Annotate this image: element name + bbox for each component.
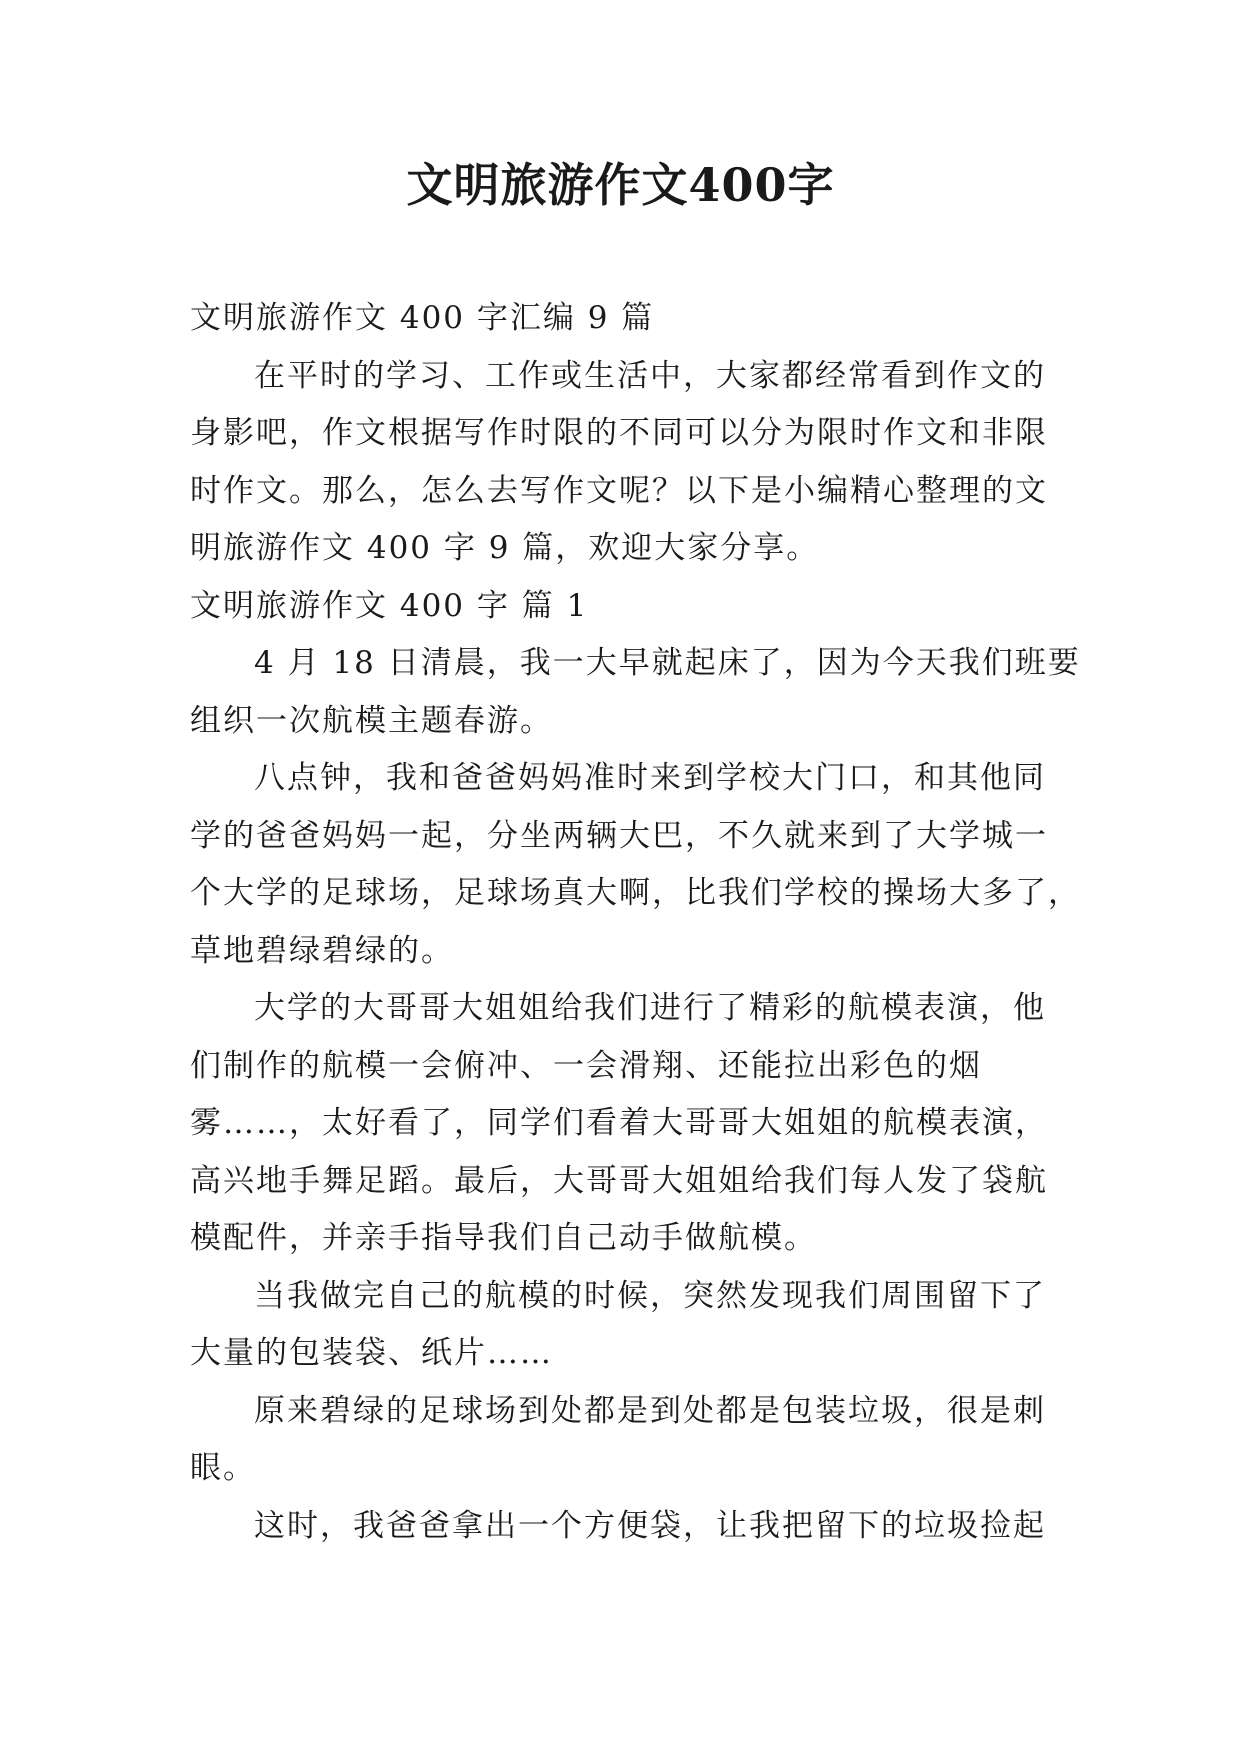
paragraph [190, 1498, 1050, 1556]
text-line: 高兴地手舞足蹈。最后，大哥哥大姐姐给我们每人发了袋航 [190, 1162, 1048, 1199]
text-line: 学的爸爸妈妈一起，分坐两辆大巴，不久就来到了大学城一 [190, 817, 1048, 854]
paragraph [190, 750, 1081, 980]
text-line: 雾……，太好看了，同学们看着大哥哥大姐姐的航模表演， [190, 1105, 1048, 1141]
text-line: 文明旅游作文 400 字 篇 1 [190, 587, 589, 624]
paragraph [190, 635, 1081, 750]
text-line: 当我做完自己的航模的时候，突然发现我们周围留下了 [254, 1277, 1046, 1314]
text-line: 4 月 18 日清晨，我一大早就起床了，因为今天我们班要 [254, 645, 1081, 681]
text-line: 眼。 [190, 1450, 256, 1486]
text-line: 身影吧，作文根据写作时限的不同可以分为限时作文和非限 [190, 415, 1048, 451]
text-line: 八点钟，我和爸爸妈妈准时来到学校大门口，和其他同 [254, 760, 1046, 796]
text-line: 原来碧绿的足球场到处都是到处都是包装垃圾，很是刺 [254, 1392, 1046, 1429]
text-line: 草地碧绿碧绿的。 [190, 932, 454, 969]
text-line: 这时，我爸爸拿出一个方便袋，让我把留下的垃圾捡起 [254, 1507, 1046, 1544]
paragraph [190, 980, 1050, 1268]
text-line: 明旅游作文 400 字 9 篇，欢迎大家分享。 [190, 530, 820, 566]
text-line: 时作文。那么，怎么去写作文呢？以下是小编精心整理的文 [190, 472, 1048, 509]
text-line: 个大学的足球场，足球场真大啊，比我们学校的操场大多了， [190, 875, 1081, 911]
section-heading [190, 578, 1050, 636]
text-line: 大学的大哥哥大姐姐给我们进行了精彩的航模表演，他 [254, 990, 1046, 1026]
document-title: 文明旅游作文400字 [406, 158, 835, 212]
text-line: 组织一次航模主题春游。 [190, 702, 553, 739]
paragraph [190, 348, 1050, 578]
text-line: 们制作的航模一会俯冲、一会滑翔、还能拉出彩色的烟 [190, 1047, 982, 1084]
section-heading [190, 290, 1050, 348]
text-line: 在平时的学习、工作或生活中，大家都经常看到作文的 [254, 357, 1046, 394]
text-line: 大量的包装袋、纸片…… [190, 1335, 553, 1371]
paragraph [190, 1268, 1050, 1383]
text-line: 模配件，并亲手指导我们自己动手做航模。 [190, 1220, 817, 1256]
text-line: 文明旅游作文 400 字汇编 9 篇 [190, 300, 655, 336]
paragraph [190, 1383, 1050, 1498]
document-body [190, 290, 1081, 1555]
